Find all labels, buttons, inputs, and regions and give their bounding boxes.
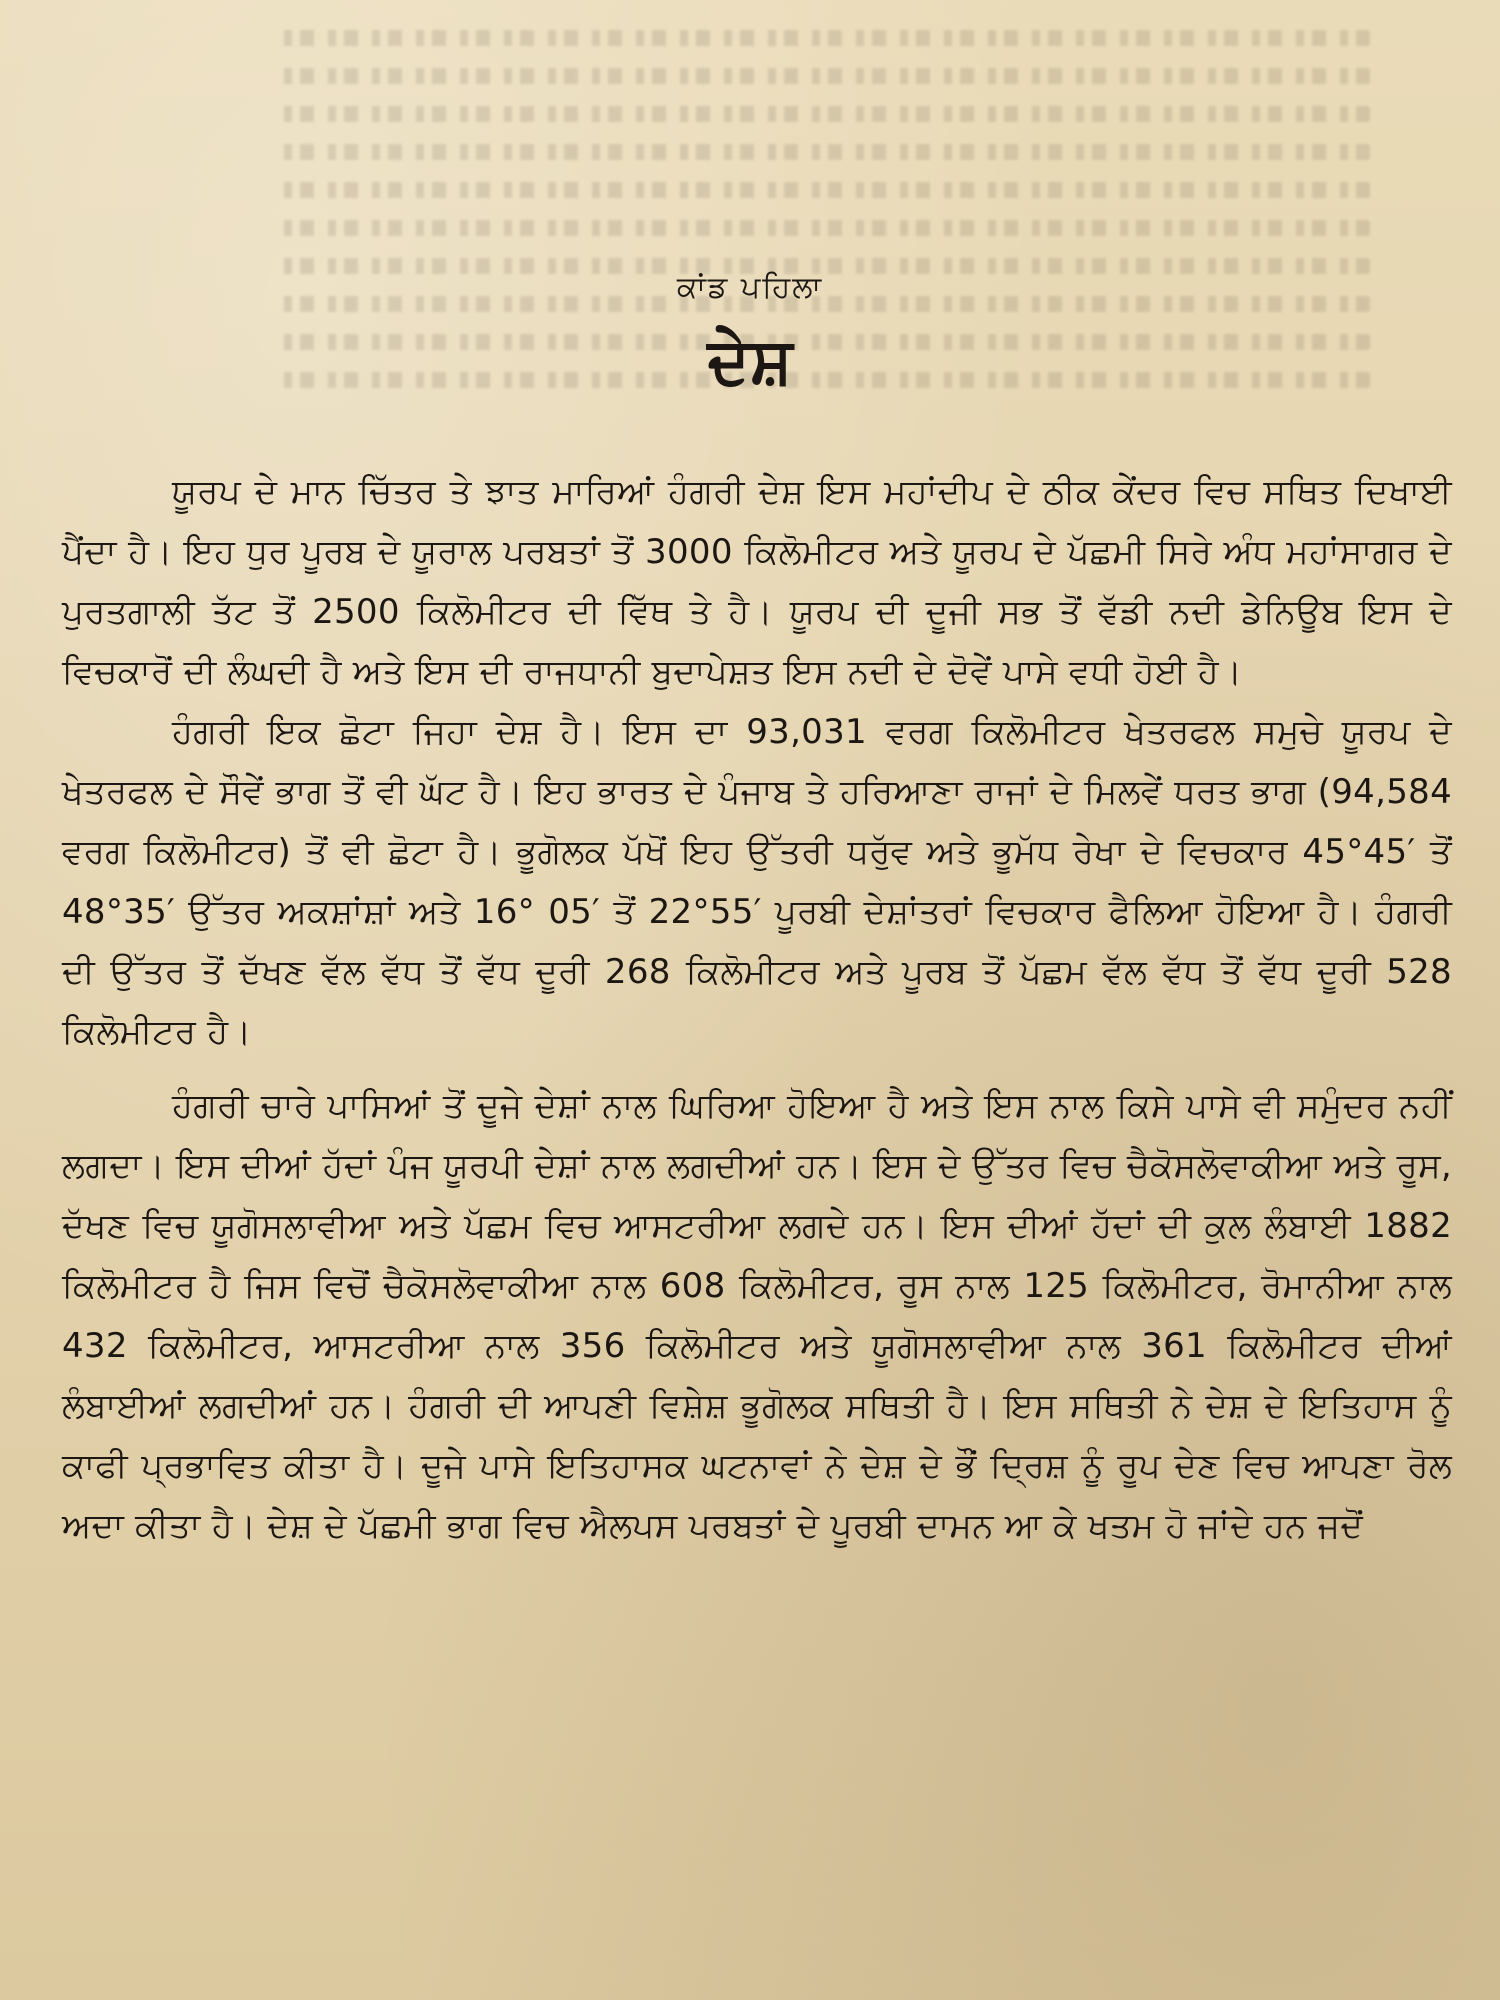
show-through-line (270, 30, 1370, 46)
show-through-line (270, 68, 1370, 84)
paragraph-2: ਹੰਗਰੀ ਇਕ ਛੋਟਾ ਜਿਹਾ ਦੇਸ਼ ਹੈ। ਇਸ ਦਾ 93,031 ਵਰਗ ਕਿਲੋਮੀਟਰ ਖੇਤਰਫਲ ਸਮੁਚੇ ਯੂਰਪ ਦੇ ਖੇਤਰਫਲ ਦੇ ਸੌਵੇਂ ਭਾਗ ਤੋਂ ਵੀ ਘੱਟ ਹੈ। ਇਹ ਭਾਰਤ ਦੇ ਪੰਜਾਬ ਤੇ ਹਰਿਆਣਾ ਰਾਜਾਂ ਦੇ ਮਿਲਵੇਂ ਧਰਤ ਭਾਗ (94,584 ਵਰਗ ਕਿਲੋਮੀਟਰ) ਤੋਂ ਵੀ ਛੋਟਾ ਹੈ। ਭੂਗੋਲਕ ਪੱਖੋਂ ਇਹ ਉੱਤਰੀ ਧਰੁੱਵ ਅਤੇ ਭੂਮੱਧ ਰੇਖਾ ਦੇ ਵਿਚਕਾਰ 45°45′ ਤੋਂ 48°35′ ਉੱਤਰ ਅਕਸ਼ਾਂਸ਼ਾਂ ਅਤੇ 16° 05′ ਤੋਂ 22°55′ ਪੂਰਬੀ ਦੇਸ਼ਾਂਤਰਾਂ ਵਿਚਕਾਰ ਫੈਲਿਆ ਹੋਇਆ ਹੈ। ਹੰਗਰੀ ਦੀ ਉੱਤਰ ਤੋਂ ਦੱਖਣ ਵੱਲ ਵੱਧ ਤੋਂ ਵੱਧ ਦੂਰੀ 268 ਕਿਲੋਮੀਟਰ ਅਤੇ ਪੂਰਬ ਤੋਂ ਪੱਛਮ ਵੱਲ ਵੱਧ ਤੋਂ ਵੱਧ ਦੂਰੀ 528 ਕਿਲੋਮੀਟਰ ਹੈ। (62, 712, 1452, 1052)
show-through-line (270, 144, 1370, 160)
body-text (62, 462, 1452, 1556)
chapter-label: ਕਾਂਡ ਪਹਿਲਾ (676, 270, 824, 305)
chapter-title: ਦੇਸ਼ (707, 325, 793, 399)
show-through-line (270, 182, 1370, 198)
paragraph-1: ਯੂਰਪ ਦੇ ਮਾਨ ਚਿੱਤਰ ਤੇ ਝਾਤ ਮਾਰਿਆਂ ਹੰਗਰੀ ਦੇਸ਼ ਇਸ ਮਹਾਂਦੀਪ ਦੇ ਠੀਕ ਕੇਂਦਰ ਵਿਚ ਸਥਿਤ ਦਿਖਾਈ ਪੈਂਦਾ ਹੈ। ਇਹ ਧੁਰ ਪੂਰਬ ਦੇ ਯੂਰਾਲ ਪਰਬਤਾਂ ਤੋਂ 3000 ਕਿਲੋਮੀਟਰ ਅਤੇ ਯੂਰਪ ਦੇ ਪੱਛਮੀ ਸਿਰੇ ਅੰਧ ਮਹਾਂਸਾਗਰ ਦੇ ਪੁਰਤਗਾਲੀ ਤੱਟ ਤੋਂ 2500 ਕਿਲੋਮੀਟਰ ਦੀ ਵਿੱਥ ਤੇ ਹੈ। ਯੂਰਪ ਦੀ ਦੂਜੀ ਸਭ ਤੋਂ ਵੱਡੀ ਨਦੀ ਡੇਨਿਊਬ ਇਸ ਦੇ ਵਿਚਕਾਰੋਂ ਦੀ ਲੰਘਦੀ ਹੈ ਅਤੇ ਇਸ ਦੀ ਰਾਜਧਾਨੀ ਬੁਦਾਪੇਸ਼ਤ ਇਸ ਨਦੀ ਦੇ ਦੋਵੇਂ ਪਾਸੇ ਵਧੀ ਹੋਈ ਹੈ। (62, 472, 1452, 692)
show-through-line (270, 220, 1370, 236)
show-through-line (270, 106, 1370, 122)
paragraph-3: ਹੰਗਰੀ ਚਾਰੇ ਪਾਸਿਆਂ ਤੋਂ ਦੂਜੇ ਦੇਸ਼ਾਂ ਨਾਲ ਘਿਰਿਆ ਹੋਇਆ ਹੈ ਅਤੇ ਇਸ ਨਾਲ ਕਿਸੇ ਪਾਸੇ ਵੀ ਸਮੁੰਦਰ ਨਹੀਂ ਲਗਦਾ। ਇਸ ਦੀਆਂ ਹੱਦਾਂ ਪੰਜ ਯੂਰਪੀ ਦੇਸ਼ਾਂ ਨਾਲ ਲਗਦੀਆਂ ਹਨ। ਇਸ ਦੇ ਉੱਤਰ ਵਿਚ ਚੈਕੋਸਲੋਵਾਕੀਆ ਅਤੇ ਰੂਸ, ਦੱਖਣ ਵਿਚ ਯੂਗੋਸਲਾਵੀਆ ਅਤੇ ਪੱਛਮ ਵਿਚ ਆਸਟਰੀਆ ਲਗਦੇ ਹਨ। ਇਸ ਦੀਆਂ ਹੱਦਾਂ ਦੀ ਕੁਲ ਲੰਬਾਈ 1882 ਕਿਲੋਮੀਟਰ ਹੈ ਜਿਸ ਵਿਚੋਂ ਚੈਕੋਸਲੋਵਾਕੀਆ ਨਾਲ 608 ਕਿਲੋਮੀਟਰ, ਰੂਸ ਨਾਲ 125 ਕਿਲੋਮੀਟਰ, ਰੋਮਾਨੀਆ ਨਾਲ 432 ਕਿਲੋਮੀਟਰ, ਆਸਟਰੀਆ ਨਾਲ 356 ਕਿਲੋਮੀਟਰ ਅਤੇ ਯੂਗੋਸਲਾਵੀਆ ਨਾਲ 361 ਕਿਲੋਮੀਟਰ ਦੀਆਂ ਲੰਬਾਈਆਂ ਲਗਦੀਆਂ ਹਨ। ਹੰਗਰੀ ਦੀ ਆਪਣੀ ਵਿਸ਼ੇਸ਼ ਭੂਗੋਲਕ ਸਥਿਤੀ ਹੈ। ਇਸ ਸਥਿਤੀ ਨੇ ਦੇਸ਼ ਦੇ ਇਤਿਹਾਸ ਨੂੰ ਕਾਫੀ ਪ੍ਰਭਾਵਿਤ ਕੀਤਾ ਹੈ। ਦੂਜੇ ਪਾਸੇ ਇਤਿਹਾਸਕ ਘਟਨਾਵਾਂ ਨੇ ਦੇਸ਼ ਦੇ ਭੌਂ ਦ੍ਰਿਸ਼ ਨੂੰ ਰੂਪ ਦੇਣ ਵਿਚ ਆਪਣਾ ਰੋਲ ਅਦਾ ਕੀਤਾ ਹੈ। ਦੇਸ਼ ਦੇ ਪੱਛਮੀ ਭਾਗ ਵਿਚ ਐਲਪਸ ਪਰਬਤਾਂ ਦੇ ਪੂਰਬੀ ਦਾਮਨ ਆ ਕੇ ਖਤਮ ਹੋ ਜਾਂਦੇ ਹਨ ਜਦੋਂ (62, 1086, 1452, 1546)
